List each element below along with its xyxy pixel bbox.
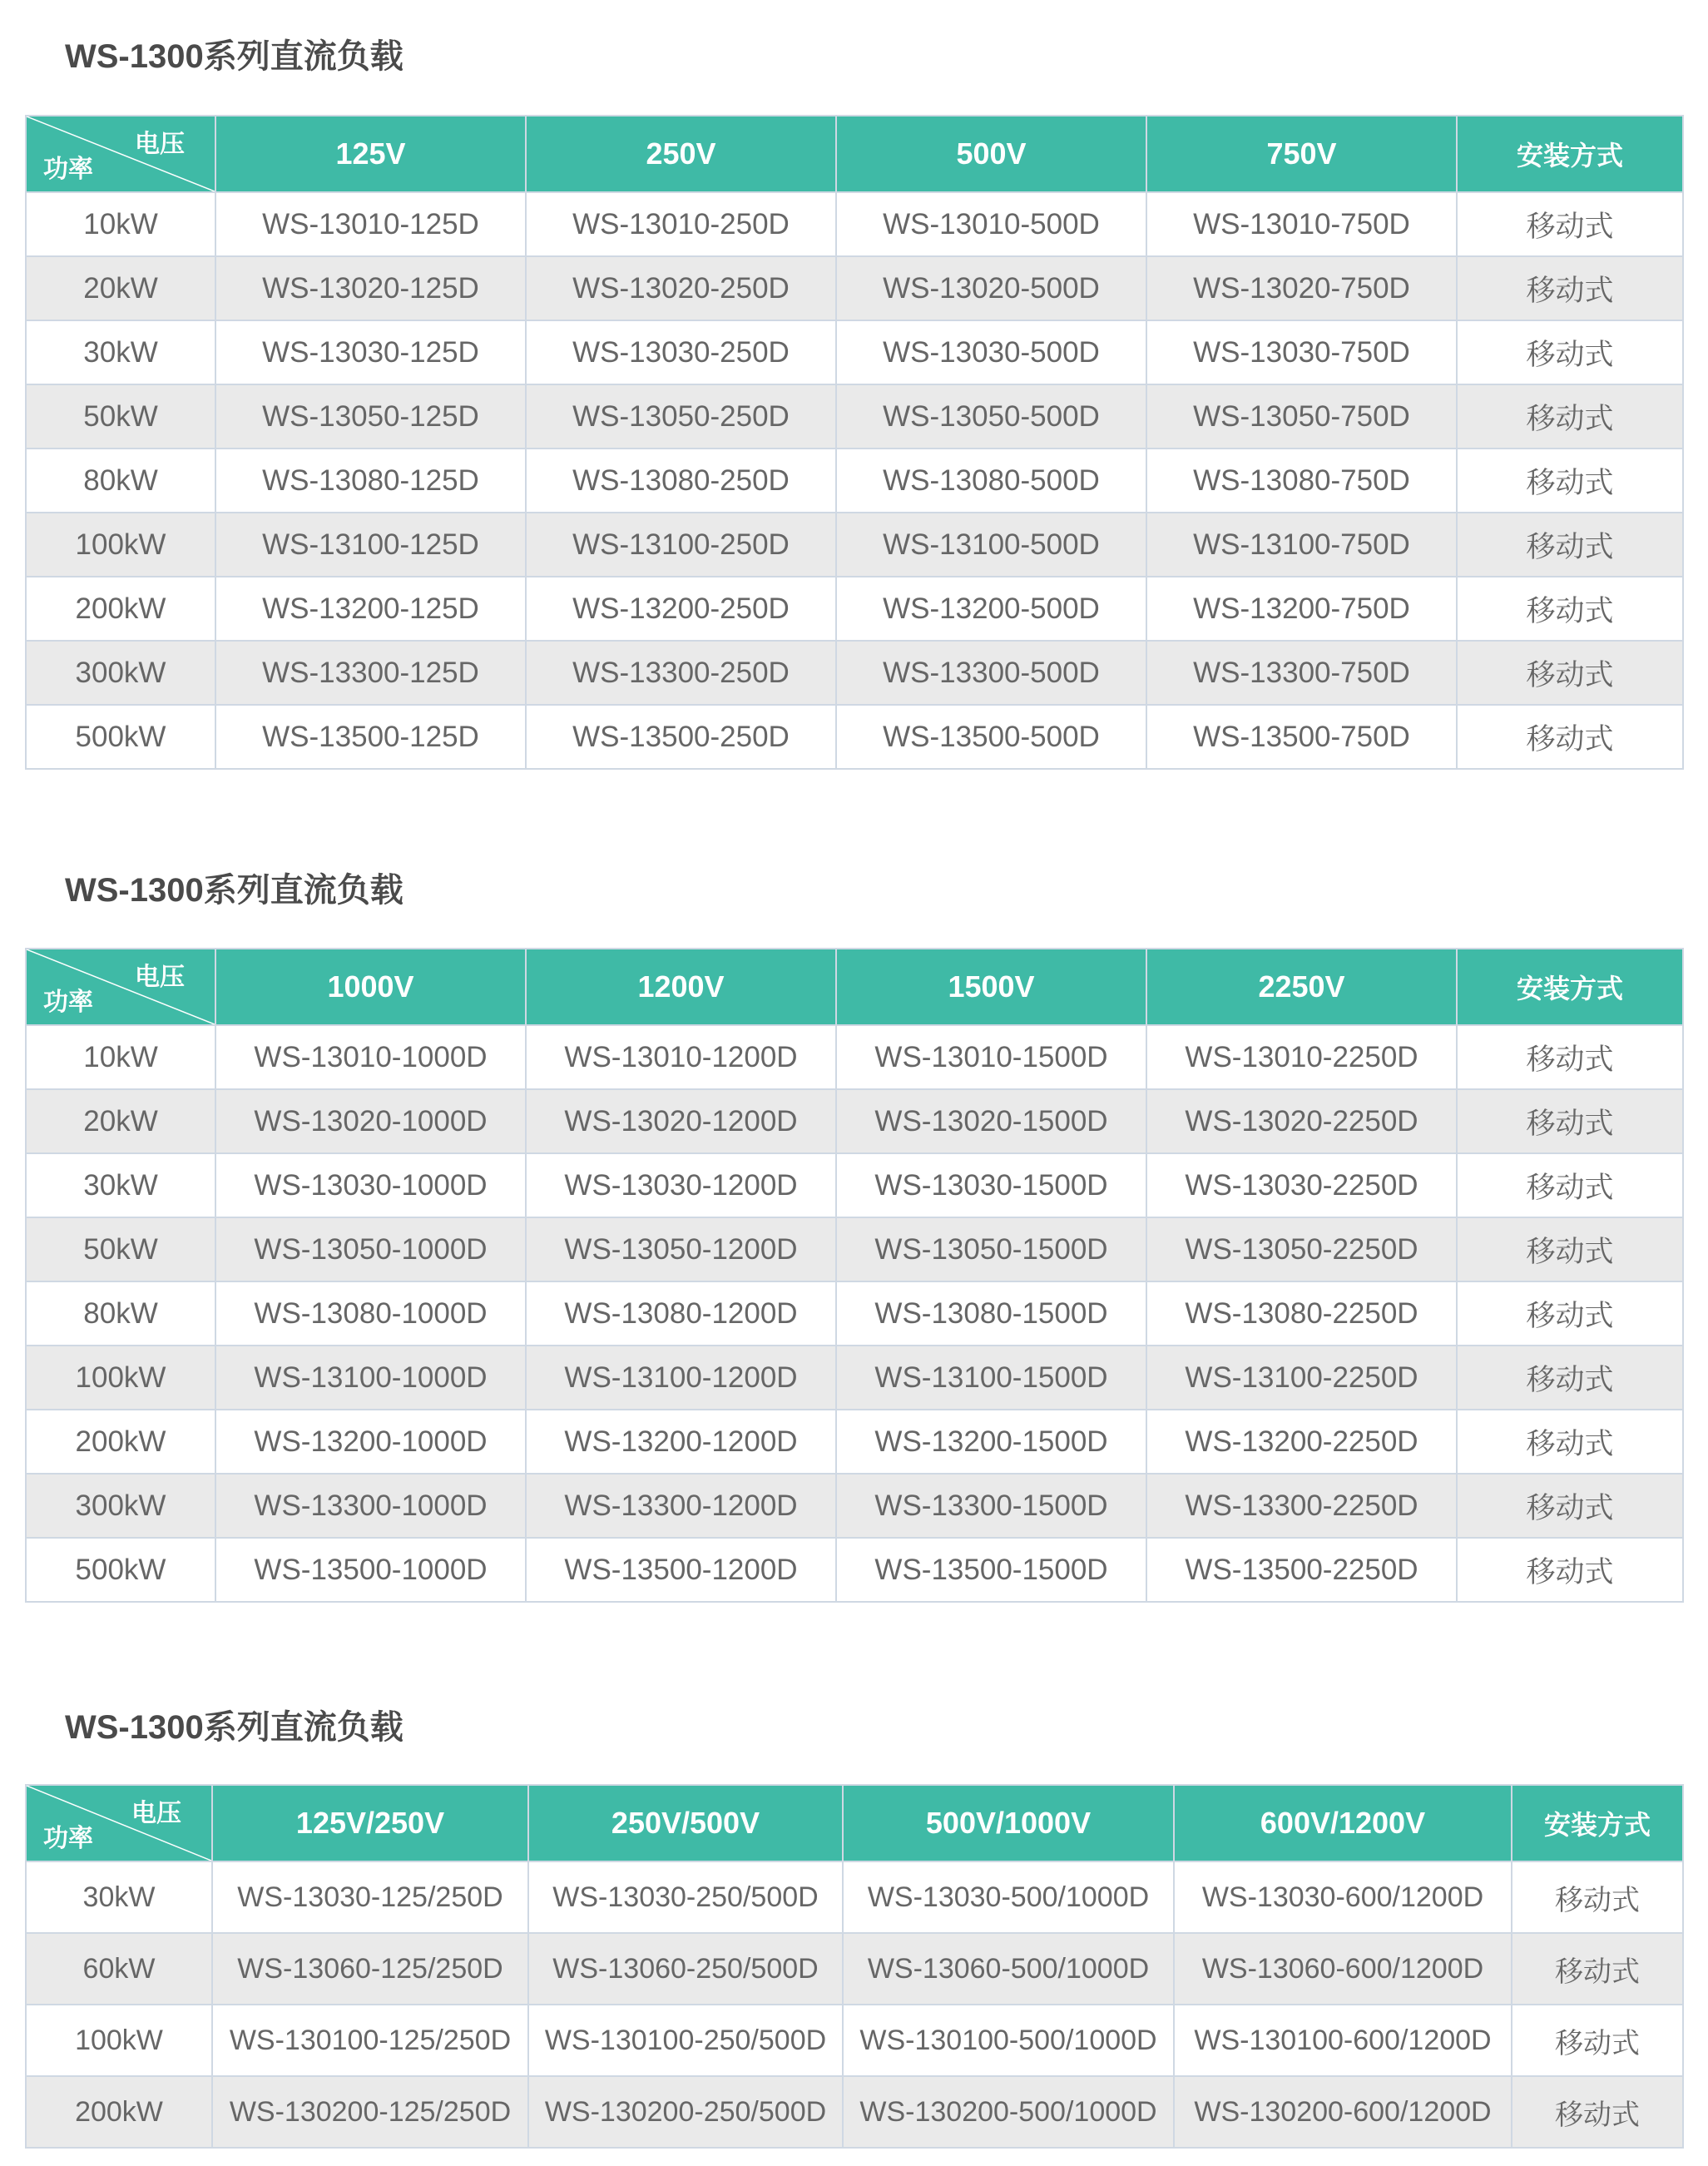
voltage-header: 600V/1200V xyxy=(1174,1785,1512,1861)
model-cell: WS-13300-125D xyxy=(215,641,526,705)
install-cell: 移动式 xyxy=(1457,1346,1683,1410)
install-cell: 移动式 xyxy=(1457,1089,1683,1153)
model-cell: WS-13100-125D xyxy=(215,513,526,577)
model-cell: WS-13050-1500D xyxy=(836,1217,1146,1281)
table-row xyxy=(26,384,1683,449)
power-cell: 100kW xyxy=(26,1346,215,1410)
install-cell: 移动式 xyxy=(1457,513,1683,577)
model-cell: WS-13030-2250D xyxy=(1146,1153,1457,1217)
install-cell: 移动式 xyxy=(1457,320,1683,384)
model-cell: WS-13050-500D xyxy=(836,384,1146,449)
power-cell: 80kW xyxy=(26,449,215,513)
table-row xyxy=(26,1153,1683,1217)
voltage-header: 1200V xyxy=(526,949,836,1025)
voltage-header: 125V xyxy=(215,116,526,192)
model-cell: WS-13200-250D xyxy=(526,577,836,641)
model-cell: WS-13050-2250D xyxy=(1146,1217,1457,1281)
power-cell: 20kW xyxy=(26,256,215,320)
table-header-row xyxy=(26,116,1683,192)
model-cell: WS-13080-500D xyxy=(836,449,1146,513)
table-row xyxy=(26,1861,1683,1933)
model-cell: WS-13080-1000D xyxy=(215,1281,526,1346)
model-cell: WS-130100-125/250D xyxy=(212,2005,528,2076)
power-cell: 200kW xyxy=(26,577,215,641)
model-cell: WS-130100-500/1000D xyxy=(843,2005,1174,2076)
install-cell: 移动式 xyxy=(1512,2005,1683,2076)
table-row xyxy=(26,192,1683,256)
model-cell: WS-13500-250D xyxy=(526,705,836,769)
install-cell: 移动式 xyxy=(1457,1538,1683,1602)
model-cell: WS-13500-750D xyxy=(1146,705,1457,769)
voltage-label: 电压 xyxy=(131,1800,181,1827)
spec-table-1 xyxy=(25,115,1684,770)
install-cell: 移动式 xyxy=(1457,449,1683,513)
voltage-header: 500V xyxy=(836,116,1146,192)
model-cell: WS-13020-125D xyxy=(215,256,526,320)
voltage-header: 2250V xyxy=(1146,949,1457,1025)
model-cell: WS-130200-125/250D xyxy=(212,2076,528,2148)
section-title: WS-1300系列直流负载 xyxy=(65,38,403,75)
install-cell: 移动式 xyxy=(1457,577,1683,641)
model-cell: WS-13050-125D xyxy=(215,384,526,449)
model-cell: WS-13500-1500D xyxy=(836,1538,1146,1602)
model-cell: WS-13010-2250D xyxy=(1146,1025,1457,1089)
model-cell: WS-130200-600/1200D xyxy=(1174,2076,1512,2148)
voltage-header: 1500V xyxy=(836,949,1146,1025)
model-cell: WS-13060-500/1000D xyxy=(843,1933,1174,2005)
power-cell: 30kW xyxy=(26,320,215,384)
power-cell: 500kW xyxy=(26,1538,215,1602)
model-cell: WS-13020-1500D xyxy=(836,1089,1146,1153)
table-row xyxy=(26,513,1683,577)
table-row xyxy=(26,449,1683,513)
install-cell: 移动式 xyxy=(1512,2076,1683,2148)
section-title: WS-1300系列直流负载 xyxy=(65,1709,403,1746)
install-header: 安装方式 xyxy=(1512,1785,1683,1861)
corner-header xyxy=(26,1785,212,1861)
install-cell: 移动式 xyxy=(1457,641,1683,705)
table-header-row xyxy=(26,1785,1683,1861)
power-cell: 10kW xyxy=(26,1025,215,1089)
model-cell: WS-13500-125D xyxy=(215,705,526,769)
model-cell: WS-13030-250/500D xyxy=(528,1861,843,1933)
model-cell: WS-13030-500D xyxy=(836,320,1146,384)
power-cell: 30kW xyxy=(26,1153,215,1217)
corner-header xyxy=(26,949,215,1025)
model-cell: WS-13030-500/1000D xyxy=(843,1861,1174,1933)
power-cell: 20kW xyxy=(26,1089,215,1153)
model-cell: WS-13080-2250D xyxy=(1146,1281,1457,1346)
table-row xyxy=(26,1933,1683,2005)
model-cell: WS-13050-750D xyxy=(1146,384,1457,449)
table-header-row xyxy=(26,949,1683,1025)
install-cell: 移动式 xyxy=(1457,1410,1683,1474)
model-cell: WS-13080-1500D xyxy=(836,1281,1146,1346)
voltage-label: 电压 xyxy=(135,964,185,991)
table-row xyxy=(26,1089,1683,1153)
model-cell: WS-13010-1000D xyxy=(215,1025,526,1089)
model-cell: WS-13010-1500D xyxy=(836,1025,1146,1089)
model-cell: WS-13200-1000D xyxy=(215,1410,526,1474)
section-title: WS-1300系列直流负载 xyxy=(65,872,403,909)
model-cell: WS-13080-750D xyxy=(1146,449,1457,513)
model-cell: WS-13030-1200D xyxy=(526,1153,836,1217)
table-row xyxy=(26,1474,1683,1538)
install-cell: 移动式 xyxy=(1512,1933,1683,2005)
model-cell: WS-13100-1000D xyxy=(215,1346,526,1410)
voltage-header: 125V/250V xyxy=(212,1785,528,1861)
model-cell: WS-13200-750D xyxy=(1146,577,1457,641)
power-cell: 200kW xyxy=(26,1410,215,1474)
power-cell: 60kW xyxy=(26,1933,212,2005)
model-cell: WS-13200-2250D xyxy=(1146,1410,1457,1474)
model-cell: WS-13050-1000D xyxy=(215,1217,526,1281)
install-cell: 移动式 xyxy=(1457,705,1683,769)
power-cell: 300kW xyxy=(26,1474,215,1538)
model-cell: WS-13300-1500D xyxy=(836,1474,1146,1538)
model-cell: WS-13030-1000D xyxy=(215,1153,526,1217)
model-cell: WS-13500-2250D xyxy=(1146,1538,1457,1602)
model-cell: WS-13010-1200D xyxy=(526,1025,836,1089)
voltage-header: 1000V xyxy=(215,949,526,1025)
model-cell: WS-13100-250D xyxy=(526,513,836,577)
power-label: 功率 xyxy=(43,1825,93,1852)
table-row xyxy=(26,1217,1683,1281)
power-cell: 100kW xyxy=(26,2005,212,2076)
model-cell: WS-13050-250D xyxy=(526,384,836,449)
model-cell: WS-13100-1200D xyxy=(526,1346,836,1410)
model-cell: WS-13020-2250D xyxy=(1146,1089,1457,1153)
model-cell: WS-13010-250D xyxy=(526,192,836,256)
install-cell: 移动式 xyxy=(1457,384,1683,449)
install-cell: 移动式 xyxy=(1457,256,1683,320)
model-cell: WS-13100-500D xyxy=(836,513,1146,577)
model-cell: WS-13030-250D xyxy=(526,320,836,384)
table-row xyxy=(26,1025,1683,1089)
model-cell: WS-13050-1200D xyxy=(526,1217,836,1281)
model-cell: WS-130100-600/1200D xyxy=(1174,2005,1512,2076)
voltage-header: 250V xyxy=(526,116,836,192)
install-cell: 移动式 xyxy=(1457,1153,1683,1217)
table-row xyxy=(26,1538,1683,1602)
power-cell: 80kW xyxy=(26,1281,215,1346)
model-cell: WS-13100-2250D xyxy=(1146,1346,1457,1410)
install-header: 安装方式 xyxy=(1457,949,1683,1025)
model-cell: WS-13010-125D xyxy=(215,192,526,256)
power-cell: 30kW xyxy=(26,1861,212,1933)
install-cell: 移动式 xyxy=(1457,1281,1683,1346)
model-cell: WS-130200-250/500D xyxy=(528,2076,843,2148)
install-cell: 移动式 xyxy=(1512,1861,1683,1933)
model-cell: WS-13200-1500D xyxy=(836,1410,1146,1474)
model-cell: WS-13200-125D xyxy=(215,577,526,641)
spec-table-2 xyxy=(25,948,1684,1603)
table-row xyxy=(26,1281,1683,1346)
install-cell: 移动式 xyxy=(1457,1217,1683,1281)
power-cell: 100kW xyxy=(26,513,215,577)
model-cell: WS-13300-250D xyxy=(526,641,836,705)
model-cell: WS-13010-500D xyxy=(836,192,1146,256)
power-label: 功率 xyxy=(43,989,93,1016)
model-cell: WS-13010-750D xyxy=(1146,192,1457,256)
power-cell: 50kW xyxy=(26,384,215,449)
model-cell: WS-13080-1200D xyxy=(526,1281,836,1346)
corner-header xyxy=(26,116,215,192)
table-row xyxy=(26,2076,1683,2148)
table-row xyxy=(26,641,1683,705)
model-cell: WS-13030-125/250D xyxy=(212,1861,528,1933)
install-cell: 移动式 xyxy=(1457,1474,1683,1538)
model-cell: WS-13020-1000D xyxy=(215,1089,526,1153)
power-cell: 500kW xyxy=(26,705,215,769)
model-cell: WS-13020-500D xyxy=(836,256,1146,320)
model-cell: WS-13300-750D xyxy=(1146,641,1457,705)
table-row xyxy=(26,705,1683,769)
table-row xyxy=(26,2005,1683,2076)
model-cell: WS-13500-500D xyxy=(836,705,1146,769)
model-cell: WS-13500-1000D xyxy=(215,1538,526,1602)
model-cell: WS-13100-750D xyxy=(1146,513,1457,577)
model-cell: WS-13100-1500D xyxy=(836,1346,1146,1410)
power-cell: 50kW xyxy=(26,1217,215,1281)
voltage-header: 750V xyxy=(1146,116,1457,192)
table-row xyxy=(26,1410,1683,1474)
model-cell: WS-13060-125/250D xyxy=(212,1933,528,2005)
spec-table-3 xyxy=(25,1784,1684,2149)
model-cell: WS-13030-750D xyxy=(1146,320,1457,384)
power-cell: 300kW xyxy=(26,641,215,705)
install-header: 安装方式 xyxy=(1457,116,1683,192)
model-cell: WS-13060-250/500D xyxy=(528,1933,843,2005)
model-cell: WS-130200-500/1000D xyxy=(843,2076,1174,2148)
power-cell: 10kW xyxy=(26,192,215,256)
model-cell: WS-13060-600/1200D xyxy=(1174,1933,1512,2005)
power-cell: 200kW xyxy=(26,2076,212,2148)
model-cell: WS-13020-1200D xyxy=(526,1089,836,1153)
model-cell: WS-13300-2250D xyxy=(1146,1474,1457,1538)
install-cell: 移动式 xyxy=(1457,192,1683,256)
model-cell: WS-13300-1000D xyxy=(215,1474,526,1538)
voltage-header: 500V/1000V xyxy=(843,1785,1174,1861)
model-cell: WS-13500-1200D xyxy=(526,1538,836,1602)
model-cell: WS-13300-500D xyxy=(836,641,1146,705)
model-cell: WS-130100-250/500D xyxy=(528,2005,843,2076)
model-cell: WS-13080-250D xyxy=(526,449,836,513)
model-cell: WS-13200-500D xyxy=(836,577,1146,641)
model-cell: WS-13080-125D xyxy=(215,449,526,513)
power-label: 功率 xyxy=(43,156,93,183)
model-cell: WS-13020-750D xyxy=(1146,256,1457,320)
model-cell: WS-13030-125D xyxy=(215,320,526,384)
table-row xyxy=(26,320,1683,384)
model-cell: WS-13300-1200D xyxy=(526,1474,836,1538)
install-cell: 移动式 xyxy=(1457,1025,1683,1089)
table-row xyxy=(26,256,1683,320)
voltage-header: 250V/500V xyxy=(528,1785,843,1861)
model-cell: WS-13030-1500D xyxy=(836,1153,1146,1217)
voltage-label: 电压 xyxy=(135,131,185,158)
table-row xyxy=(26,577,1683,641)
model-cell: WS-13030-600/1200D xyxy=(1174,1861,1512,1933)
table-row xyxy=(26,1346,1683,1410)
model-cell: WS-13020-250D xyxy=(526,256,836,320)
model-cell: WS-13200-1200D xyxy=(526,1410,836,1474)
